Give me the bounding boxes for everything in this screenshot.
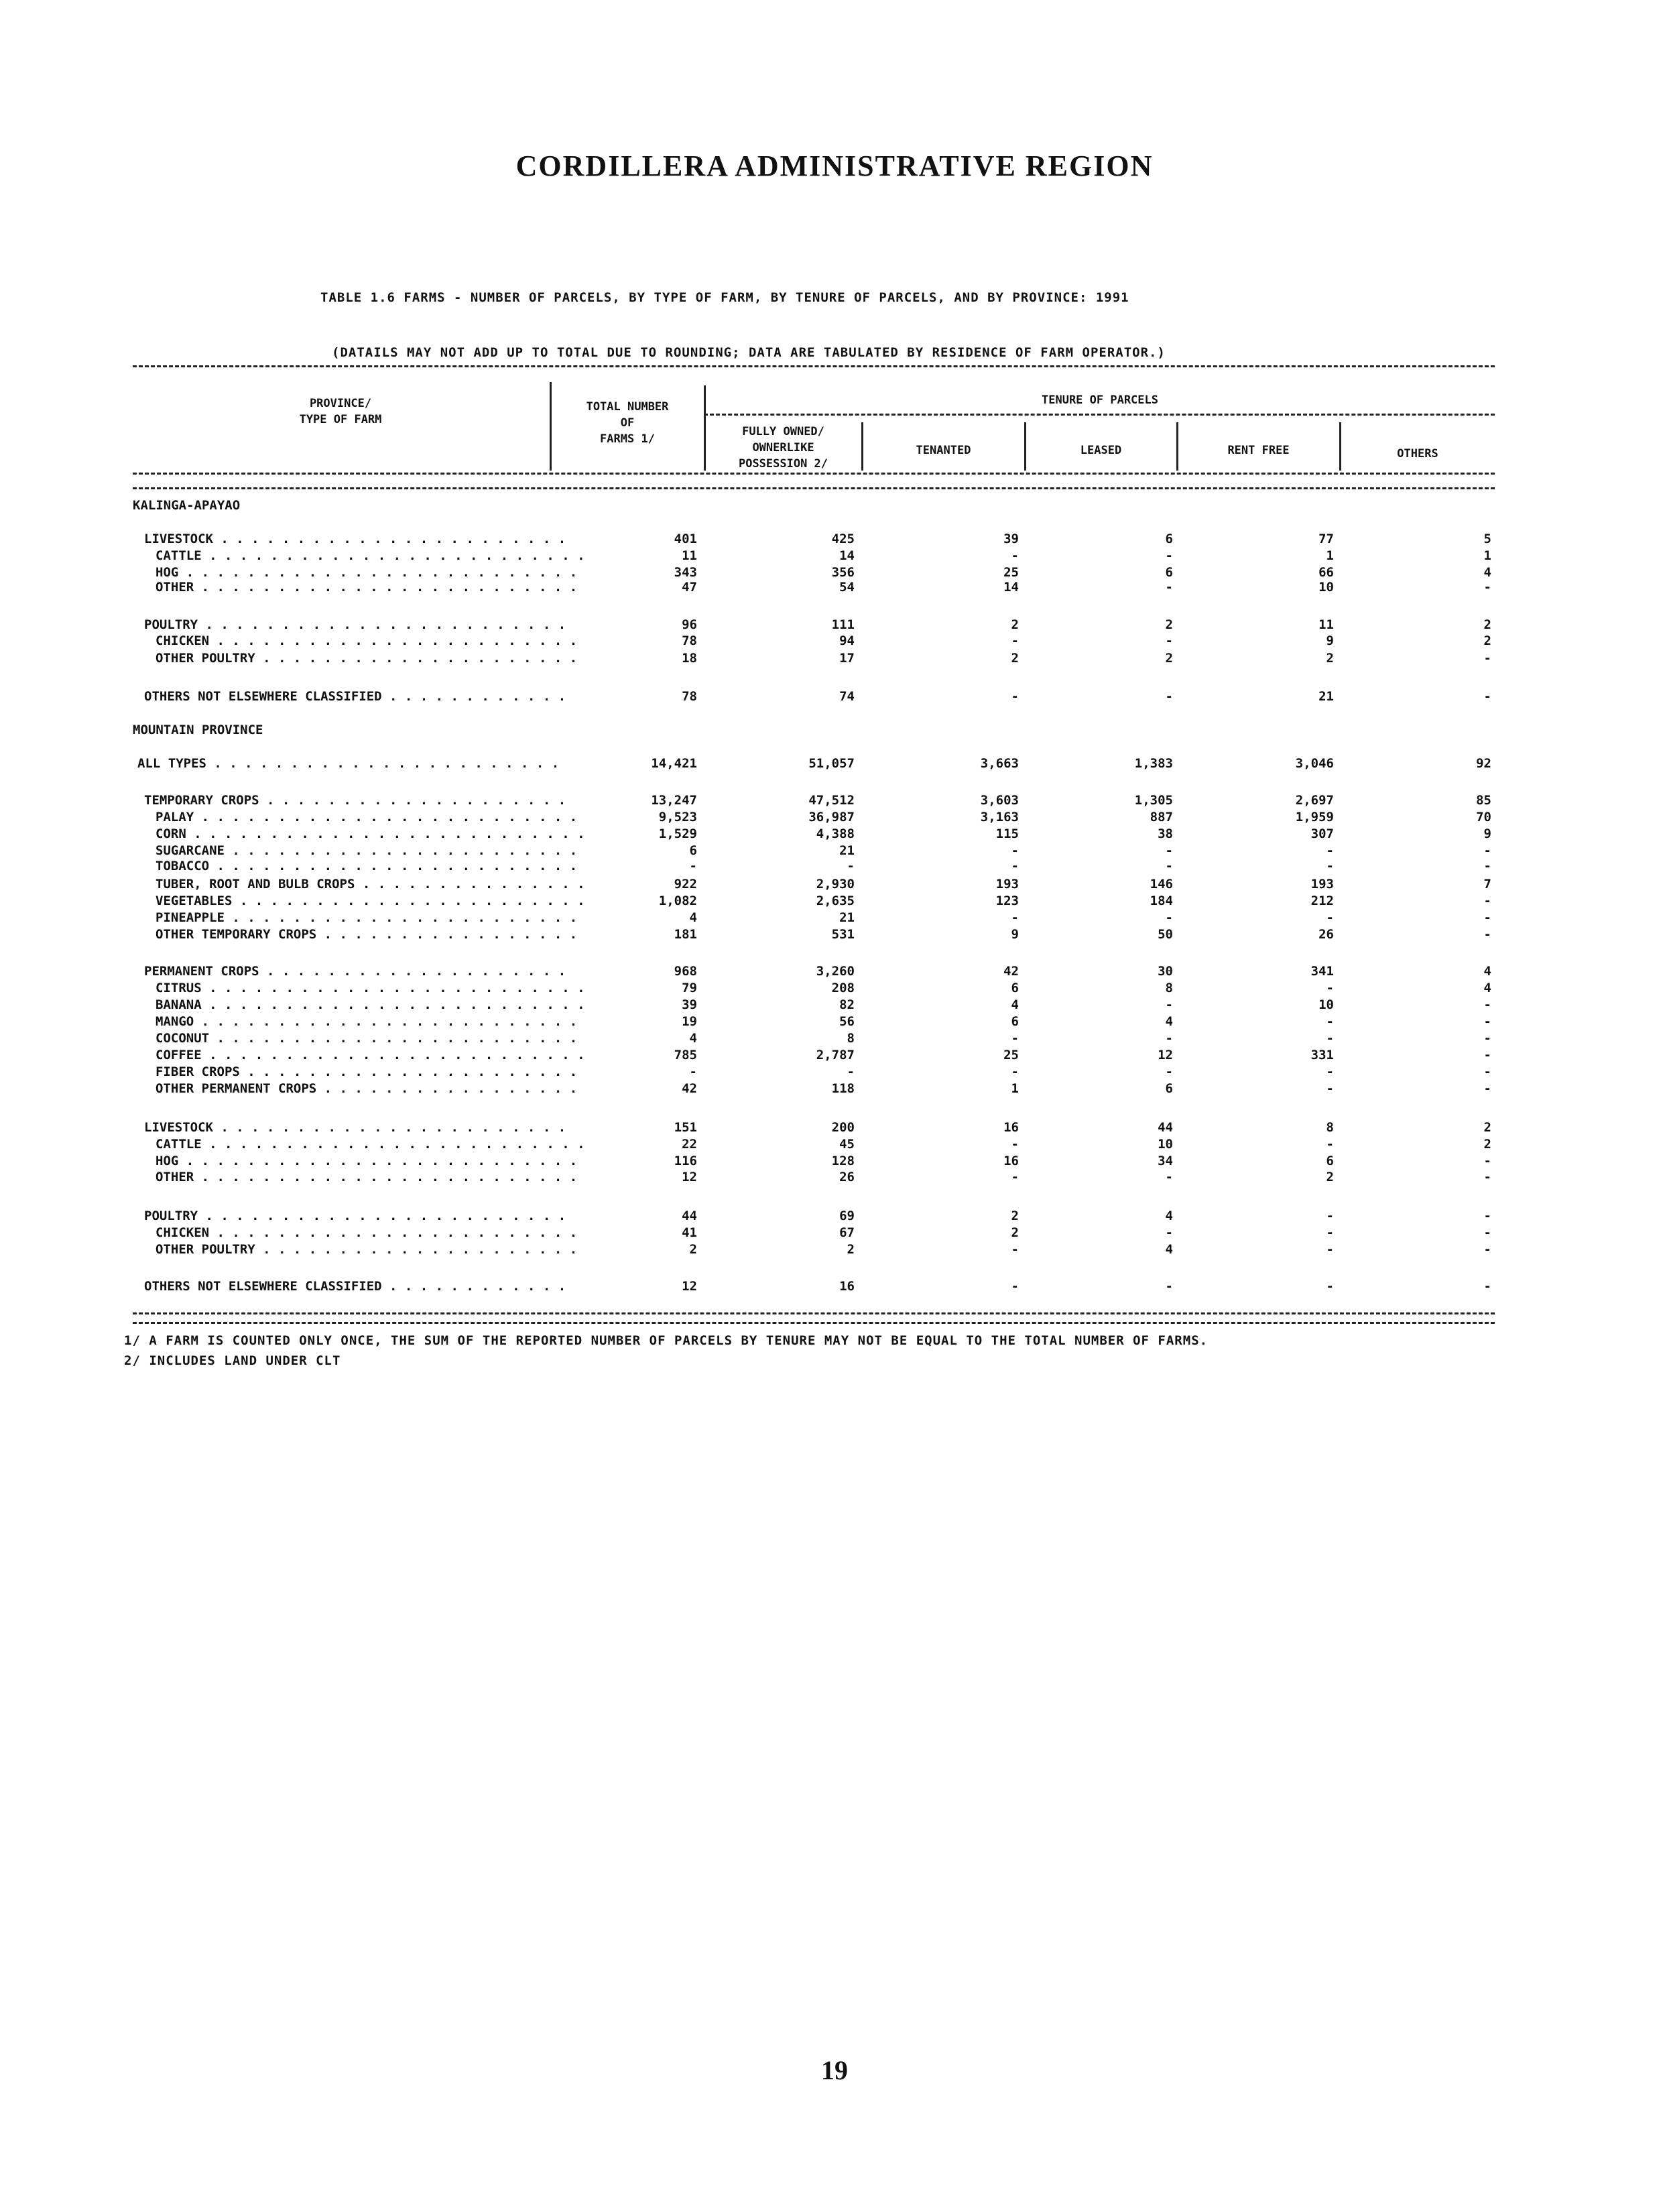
cell-rent-free: - — [1326, 1225, 1334, 1240]
cell-fully-owned: 36,987 — [808, 810, 855, 824]
row-label: SUGARCANE . . . — [156, 841, 584, 860]
cell-total-farms: 39 — [682, 997, 697, 1012]
table-row — [0, 979, 1669, 997]
header-rent-free: RENT FREE — [1227, 444, 1290, 457]
cell-total-farms: 79 — [682, 981, 697, 995]
cell-others: 4 — [1483, 565, 1491, 580]
cell-tenanted: 115 — [995, 826, 1019, 841]
cell-tenanted: 16 — [1003, 1120, 1019, 1135]
cell-total-farms: 44 — [682, 1209, 697, 1223]
row-label: CHICKEN . . . — [156, 631, 584, 650]
cell-rent-free: 2,697 — [1295, 793, 1334, 808]
cell-others: 92 — [1476, 756, 1491, 771]
table-row — [0, 1277, 1669, 1296]
row-label: PALAY . . . — [156, 808, 584, 826]
cell-total-farms: - — [689, 859, 697, 873]
cell-tenanted: 39 — [1003, 532, 1019, 546]
cell-fully-owned: 47,512 — [808, 793, 855, 808]
row-label: OTHER TEMPORARY CROPS . . . — [156, 925, 584, 944]
row-label: VEGETABLES . . . — [156, 892, 584, 910]
cell-tenanted: - — [1011, 689, 1019, 704]
cell-rent-free: 10 — [1318, 580, 1334, 595]
cell-total-farms: 18 — [682, 651, 697, 666]
cell-leased: - — [1165, 997, 1173, 1012]
cell-leased: - — [1165, 1170, 1173, 1184]
cell-others: - — [1483, 1014, 1491, 1029]
cell-leased: - — [1165, 859, 1173, 873]
cell-fully-owned: 94 — [839, 633, 855, 648]
cell-fully-owned: 356 — [831, 565, 855, 580]
tenure-rule — [704, 414, 1495, 416]
cell-others: 5 — [1483, 532, 1491, 546]
row-label: HOG . . . — [156, 563, 584, 582]
cell-leased: 6 — [1165, 565, 1173, 580]
cell-rent-free: 1,959 — [1295, 810, 1334, 824]
header-bottom-rule — [133, 473, 1495, 475]
row-label: LIVESTOCK . . . — [144, 1118, 573, 1137]
cell-tenanted: - — [1011, 1279, 1019, 1294]
cell-rent-free: 77 — [1318, 532, 1334, 546]
row-label: CATTLE . . . — [156, 1135, 584, 1154]
footnote: 2/ INCLUDES LAND UNDER CLT — [124, 1353, 341, 1368]
table-row — [0, 1207, 1669, 1225]
table-row — [0, 649, 1669, 668]
cell-fully-owned: 54 — [839, 580, 855, 595]
header-leased: LEASED — [1080, 444, 1122, 457]
cell-others: - — [1483, 843, 1491, 858]
cell-total-farms: 968 — [674, 964, 697, 979]
cell-total-farms: 181 — [674, 927, 697, 942]
row-label: COCONUT . . . — [156, 1029, 584, 1048]
page-title: CORDILLERA ADMINISTRATIVE REGION — [515, 149, 1154, 182]
cell-leased: 44 — [1158, 1120, 1173, 1135]
cell-rent-free: 21 — [1318, 689, 1334, 704]
header-total-farms: TOTAL NUMBER OF FARMS 1/ — [586, 400, 669, 446]
cell-total-farms: 47 — [682, 580, 697, 595]
cell-leased: 30 — [1158, 964, 1173, 979]
cell-leased: 10 — [1158, 1137, 1173, 1152]
table-row — [0, 962, 1669, 981]
cell-rent-free: - — [1326, 910, 1334, 925]
cell-total-farms: 401 — [674, 532, 697, 546]
cell-rent-free: - — [1326, 1064, 1334, 1079]
table-row — [0, 687, 1669, 706]
table-note: (DATAILS MAY NOT ADD UP TO TOTAL DUE TO ROUNDING; DATA ARE TABULATED BY RESIDENCE OF FARM OPERATOR.) — [332, 345, 1166, 360]
cell-tenanted: 3,603 — [980, 793, 1019, 808]
header-bottom-rule-2 — [133, 487, 1495, 489]
cell-total-farms: 19 — [682, 1014, 697, 1029]
cell-tenanted: 3,663 — [980, 756, 1019, 771]
row-label: HOG . . . — [156, 1152, 584, 1170]
cell-fully-owned: 2,930 — [816, 877, 855, 892]
cell-leased: 6 — [1165, 1081, 1173, 1096]
cell-fully-owned: 200 — [831, 1120, 855, 1135]
header-province: PROVINCE/ TYPE OF FARM — [299, 397, 382, 426]
cell-tenanted: 16 — [1003, 1154, 1019, 1168]
row-label: COFFEE . . . — [156, 1046, 584, 1064]
cell-leased: 1,305 — [1134, 793, 1173, 808]
row-label: ALL TYPES . . . — [137, 754, 566, 773]
table-row — [0, 1062, 1669, 1081]
cell-leased: 184 — [1150, 894, 1173, 908]
cell-tenanted: - — [1011, 1064, 1019, 1079]
cell-others: - — [1483, 689, 1491, 704]
cell-rent-free: - — [1326, 981, 1334, 995]
row-label: OTHER POULTRY . . . — [156, 1240, 584, 1259]
cell-total-farms: 96 — [682, 617, 697, 632]
page-number: 19 — [821, 2055, 848, 2085]
cell-tenanted: 2 — [1011, 651, 1019, 666]
row-label: MOUNTAIN PROVINCE — [133, 723, 263, 737]
cell-total-farms: 42 — [682, 1081, 697, 1096]
cell-total-farms: 9,523 — [658, 810, 697, 824]
cell-others: - — [1483, 1242, 1491, 1257]
cell-rent-free: - — [1326, 1014, 1334, 1029]
cell-rent-free: - — [1326, 859, 1334, 873]
cell-total-farms: 22 — [682, 1137, 697, 1152]
cell-leased: 4 — [1165, 1014, 1173, 1029]
cell-fully-owned: 17 — [839, 651, 855, 666]
cell-tenanted: 9 — [1011, 927, 1019, 942]
cell-tenanted: - — [1011, 859, 1019, 873]
table-caption: TABLE 1.6 FARMS - NUMBER OF PARCELS, BY TYPE OF FARM, BY TENURE OF PARCELS, AND BY PROVINCE: 1991 — [320, 290, 1129, 305]
cell-tenanted: 6 — [1011, 981, 1019, 995]
cell-leased: 34 — [1158, 1154, 1173, 1168]
cell-rent-free: 9 — [1326, 633, 1334, 648]
table-top-rule — [133, 365, 1495, 367]
cell-total-farms: 41 — [682, 1225, 697, 1240]
cell-fully-owned: 67 — [839, 1225, 855, 1240]
row-label: LIVESTOCK . . . — [144, 530, 573, 548]
cell-others: 4 — [1483, 964, 1491, 979]
cell-fully-owned: 531 — [831, 927, 855, 942]
row-label: TUBER, ROOT AND BULB CROPS . . . — [156, 875, 584, 894]
row-label: CHICKEN . . . — [156, 1223, 584, 1242]
cell-tenanted: 2 — [1011, 1225, 1019, 1240]
cell-rent-free: 10 — [1318, 997, 1334, 1012]
cell-tenanted: 6 — [1011, 1014, 1019, 1029]
table-row — [0, 754, 1669, 773]
cell-total-farms: 6 — [689, 843, 697, 858]
cell-tenanted: - — [1011, 1137, 1019, 1152]
cell-rent-free: - — [1326, 1031, 1334, 1046]
cell-fully-owned: 3,260 — [816, 964, 855, 979]
header-tenanted: TENANTED — [916, 444, 971, 457]
cell-total-farms: 1,082 — [658, 894, 697, 908]
table-row — [0, 631, 1669, 650]
cell-total-farms: 12 — [682, 1279, 697, 1294]
cell-fully-owned: 2 — [847, 1242, 855, 1257]
cell-fully-owned: 21 — [839, 843, 855, 858]
cell-fully-owned: 118 — [831, 1081, 855, 1096]
cell-fully-owned: 51,057 — [808, 756, 855, 771]
table-row — [0, 791, 1669, 810]
cell-rent-free: 341 — [1310, 964, 1334, 979]
cell-leased: - — [1165, 910, 1173, 925]
cell-fully-owned: 2,787 — [816, 1048, 855, 1062]
cell-total-farms: 343 — [674, 565, 697, 580]
table-row — [0, 908, 1669, 927]
cell-tenanted: 4 — [1011, 997, 1019, 1012]
cell-rent-free: 193 — [1310, 877, 1334, 892]
cell-leased: 887 — [1150, 810, 1173, 824]
cell-leased: - — [1165, 843, 1173, 858]
cell-fully-owned: - — [847, 859, 855, 873]
cell-fully-owned: 208 — [831, 981, 855, 995]
cell-others: 1 — [1483, 548, 1491, 563]
row-label: OTHERS NOT ELSEWHERE CLASSIFIED . . . — [144, 687, 573, 706]
cell-tenanted: 25 — [1003, 565, 1019, 580]
cell-others: - — [1483, 651, 1491, 666]
cell-leased: - — [1165, 1064, 1173, 1079]
cell-rent-free: 331 — [1310, 1048, 1334, 1062]
row-label: CORN . . . — [156, 824, 584, 843]
cell-fully-owned: 74 — [839, 689, 855, 704]
cell-others: 4 — [1483, 981, 1491, 995]
cell-tenanted: 1 — [1011, 1081, 1019, 1096]
cell-tenanted: - — [1011, 633, 1019, 648]
cell-rent-free: 307 — [1310, 826, 1334, 841]
cell-fully-owned: 8 — [847, 1031, 855, 1046]
cell-tenanted: - — [1011, 910, 1019, 925]
row-label: TEMPORARY CROPS . . . — [144, 791, 573, 810]
cell-rent-free: 1 — [1326, 548, 1334, 563]
cell-tenanted: 3,163 — [980, 810, 1019, 824]
cell-leased: 6 — [1165, 532, 1173, 546]
cell-rent-free: 66 — [1318, 565, 1334, 580]
cell-rent-free: 11 — [1318, 617, 1334, 632]
row-label: TOBACCO . . . — [156, 857, 584, 875]
table-row — [0, 1012, 1669, 1031]
cell-tenanted: - — [1011, 548, 1019, 563]
table-row — [0, 1118, 1669, 1137]
cell-leased: 12 — [1158, 1048, 1173, 1062]
row-label: FIBER CROPS . . . — [156, 1062, 584, 1081]
cell-rent-free: 6 — [1326, 1154, 1334, 1168]
footnotes — [124, 1331, 1208, 1371]
row-label: OTHERS NOT ELSEWHERE CLASSIFIED . . . — [144, 1277, 573, 1296]
cell-tenanted: 14 — [1003, 580, 1019, 595]
cell-tenanted: - — [1011, 1242, 1019, 1257]
cell-leased: 1,383 — [1134, 756, 1173, 771]
cell-total-farms: 14,421 — [651, 756, 697, 771]
table-row — [0, 1168, 1669, 1186]
cell-total-farms: 4 — [689, 910, 697, 925]
cell-fully-owned: 82 — [839, 997, 855, 1012]
cell-total-farms: 78 — [682, 633, 697, 648]
cell-leased: 2 — [1165, 651, 1173, 666]
table-row — [0, 1029, 1669, 1048]
cell-others: 2 — [1483, 1120, 1491, 1135]
table-row — [0, 1223, 1669, 1242]
cell-leased: 4 — [1165, 1209, 1173, 1223]
cell-total-farms: 116 — [674, 1154, 697, 1168]
cell-rent-free: - — [1326, 1242, 1334, 1257]
header-tenure-of-parcels: TENURE OF PARCELS — [1042, 393, 1158, 407]
cell-fully-owned: - — [847, 1064, 855, 1079]
cell-fully-owned: 425 — [831, 532, 855, 546]
province-row — [0, 721, 1669, 739]
cell-others: - — [1483, 1154, 1491, 1168]
cell-tenanted: - — [1011, 1170, 1019, 1184]
table-row — [0, 1135, 1669, 1154]
cell-rent-free: - — [1326, 1279, 1334, 1294]
cell-others: 2 — [1483, 633, 1491, 648]
cell-others: - — [1483, 927, 1491, 942]
table-row — [0, 1046, 1669, 1064]
cell-leased: - — [1165, 1279, 1173, 1294]
cell-others: 9 — [1483, 826, 1491, 841]
cell-others: - — [1483, 1081, 1491, 1096]
cell-rent-free: 2 — [1326, 1170, 1334, 1184]
footnote: 1/ A FARM IS COUNTED ONLY ONCE, THE SUM OF THE REPORTED NUMBER OF PARCELS BY TENURE MAY NOT BE EQUAL TO THE TOTAL NUMBER OF FARMS. — [124, 1333, 1209, 1348]
cell-others: - — [1483, 1048, 1491, 1062]
cell-tenanted: 2 — [1011, 617, 1019, 632]
cell-leased: 38 — [1158, 826, 1173, 841]
cell-tenanted: - — [1011, 1031, 1019, 1046]
cell-rent-free: - — [1326, 1081, 1334, 1096]
cell-total-farms: 4 — [689, 1031, 697, 1046]
cell-rent-free: 8 — [1326, 1120, 1334, 1135]
row-label: PINEAPPLE . . . — [156, 908, 584, 927]
cell-leased: 4 — [1165, 1242, 1173, 1257]
cell-rent-free: 26 — [1318, 927, 1334, 942]
row-label: OTHER . . . — [156, 1168, 584, 1186]
table-row — [0, 875, 1669, 894]
cell-leased: - — [1165, 1225, 1173, 1240]
cell-fully-owned: 69 — [839, 1209, 855, 1223]
cell-total-farms: 11 — [682, 548, 697, 563]
row-label: KALINGA-APAYAO — [133, 498, 241, 513]
cell-rent-free: - — [1326, 1137, 1334, 1152]
cell-fully-owned: 4,388 — [816, 826, 855, 841]
cell-others: - — [1483, 1031, 1491, 1046]
cell-leased: 50 — [1158, 927, 1173, 942]
row-label: OTHER PERMANENT CROPS . . . — [156, 1079, 584, 1098]
cell-tenanted: 42 — [1003, 964, 1019, 979]
header-fully-owned: FULLY OWNED/ OWNERLIKE POSSESSION 2/ — [738, 425, 828, 471]
cell-leased: - — [1165, 580, 1173, 595]
cell-total-farms: 78 — [682, 689, 697, 704]
table-row — [0, 995, 1669, 1014]
table-bottom-rule — [133, 1312, 1495, 1314]
table-row — [0, 808, 1669, 826]
cell-rent-free: - — [1326, 843, 1334, 858]
cell-others: - — [1483, 997, 1491, 1012]
cell-total-farms: 1,529 — [658, 826, 697, 841]
row-label: OTHER POULTRY . . . — [156, 649, 584, 668]
cell-others: - — [1483, 1225, 1491, 1240]
row-label: BANANA . . . — [156, 995, 584, 1014]
cell-leased: 8 — [1165, 981, 1173, 995]
row-label: POULTRY . . . — [144, 615, 573, 634]
header-others: OTHERS — [1397, 447, 1438, 460]
cell-fully-owned: 128 — [831, 1154, 855, 1168]
cell-total-farms: 13,247 — [651, 793, 697, 808]
row-label: MANGO . . . — [156, 1012, 584, 1031]
cell-total-farms: 922 — [674, 877, 697, 892]
table-row — [0, 925, 1669, 944]
table-row — [0, 1240, 1669, 1259]
cell-total-farms: - — [689, 1064, 697, 1079]
table-row — [0, 1079, 1669, 1098]
row-label: PERMANENT CROPS . . . — [144, 962, 573, 981]
cell-others: 2 — [1483, 617, 1491, 632]
cell-leased: - — [1165, 1031, 1173, 1046]
cell-rent-free: 2 — [1326, 651, 1334, 666]
cell-others: 2 — [1483, 1137, 1491, 1152]
cell-tenanted: 25 — [1003, 1048, 1019, 1062]
province-row — [0, 496, 1669, 515]
cell-fully-owned: 111 — [831, 617, 855, 632]
cell-others: - — [1483, 1279, 1491, 1294]
cell-rent-free: 3,046 — [1295, 756, 1334, 771]
cell-fully-owned: 2,635 — [816, 894, 855, 908]
cell-fully-owned: 26 — [839, 1170, 855, 1184]
cell-others: - — [1483, 1170, 1491, 1184]
cell-tenanted: 2 — [1011, 1209, 1019, 1223]
table-row — [0, 546, 1669, 565]
table-row — [0, 857, 1669, 875]
cell-rent-free: - — [1326, 1209, 1334, 1223]
cell-fully-owned: 21 — [839, 910, 855, 925]
table-row — [0, 892, 1669, 910]
cell-others: - — [1483, 894, 1491, 908]
cell-others: - — [1483, 910, 1491, 925]
row-label: CATTLE . . . — [156, 546, 584, 565]
table-bottom-rule-2 — [133, 1322, 1495, 1324]
cell-fully-owned: 14 — [839, 548, 855, 563]
table-row — [0, 578, 1669, 597]
cell-fully-owned: 56 — [839, 1014, 855, 1029]
cell-fully-owned: 16 — [839, 1279, 855, 1294]
cell-tenanted: 193 — [995, 877, 1019, 892]
cell-total-farms: 12 — [682, 1170, 697, 1184]
cell-leased: - — [1165, 689, 1173, 704]
table-row — [0, 530, 1669, 548]
cell-total-farms: 2 — [689, 1242, 697, 1257]
cell-rent-free: 212 — [1310, 894, 1334, 908]
cell-tenanted: 123 — [995, 894, 1019, 908]
cell-tenanted: - — [1011, 843, 1019, 858]
cell-total-farms: 151 — [674, 1120, 697, 1135]
cell-leased: - — [1165, 548, 1173, 563]
cell-total-farms: 785 — [674, 1048, 697, 1062]
cell-others: - — [1483, 1209, 1491, 1223]
row-label: POULTRY . . . — [144, 1207, 573, 1225]
cell-others: 85 — [1476, 793, 1491, 808]
cell-others: - — [1483, 859, 1491, 873]
cell-others: 70 — [1476, 810, 1491, 824]
table-row — [0, 824, 1669, 843]
cell-leased: 2 — [1165, 617, 1173, 632]
cell-others: - — [1483, 1064, 1491, 1079]
cell-leased: - — [1165, 633, 1173, 648]
row-label: CITRUS . . . — [156, 979, 584, 997]
cell-others: 7 — [1483, 877, 1491, 892]
cell-leased: 146 — [1150, 877, 1173, 892]
cell-fully-owned: 45 — [839, 1137, 855, 1152]
cell-others: - — [1483, 580, 1491, 595]
row-label: OTHER . . . — [156, 578, 584, 597]
